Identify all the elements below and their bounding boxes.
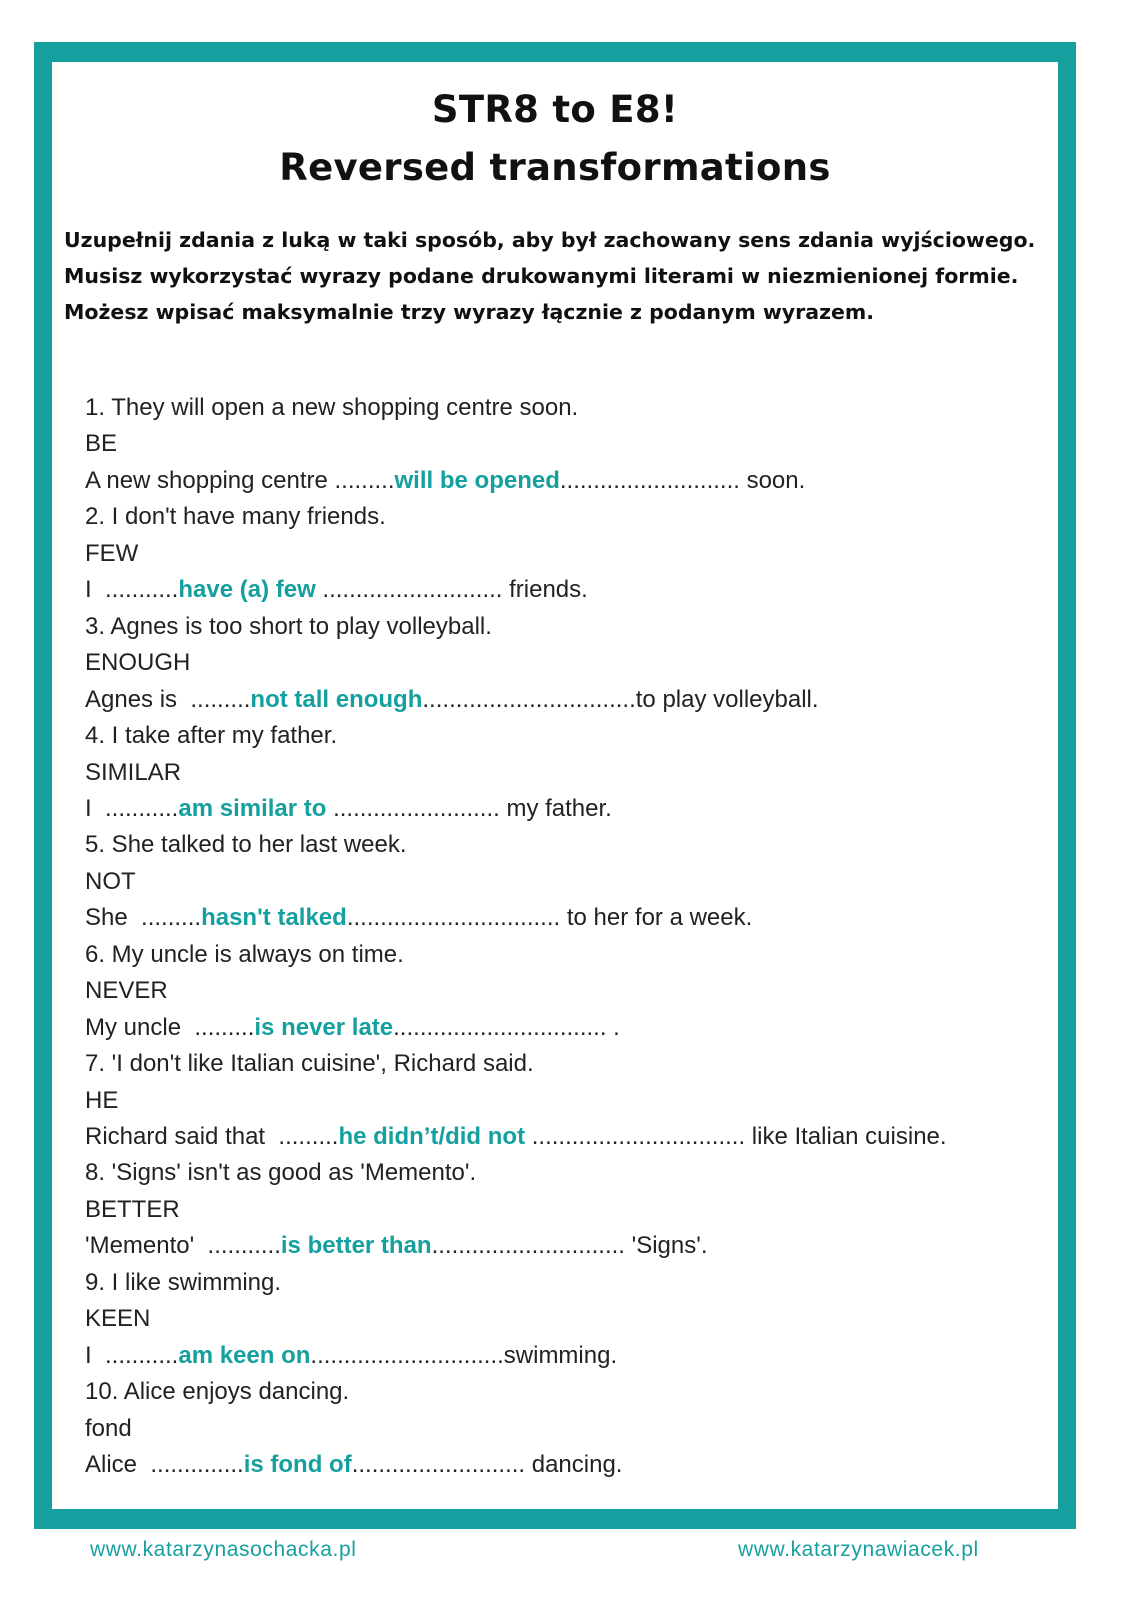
answer-text: am similar to (178, 794, 327, 822)
exercise-answer-line (85, 1122, 947, 1152)
exercise-answer-line (85, 1231, 708, 1261)
answer-prefix: She ......... (85, 904, 202, 932)
answer-suffix: ........................... soon. (559, 466, 806, 494)
exercise-sentence: 1. They will open a new shopping centre soon. (85, 394, 579, 421)
answer-prefix: Richard said that ......... (85, 1123, 339, 1150)
exercise-keyword: SIMILAR (85, 758, 182, 786)
title-line-2: Reversed transformations (279, 146, 831, 189)
exercise-sentence: 7. 'I don't like Italian cuisine', Richard said. (85, 1050, 534, 1078)
title-line-1: STR8 to E8! (431, 88, 679, 131)
answer-suffix: ................................to play volleyball. (422, 685, 819, 713)
exercise-keyword: NOT (85, 867, 136, 895)
exercise-sentence: 5. She talked to her last week. (85, 831, 407, 859)
exercise-answer-line (85, 903, 752, 933)
answer-prefix: 'Memento' ........... (85, 1232, 281, 1260)
answer-text: am keen on (178, 1341, 311, 1369)
exercise-answer-line (85, 794, 612, 824)
exercise-sentence: 6. My uncle is always on time. (85, 940, 404, 968)
answer-suffix: ................................ . (393, 1013, 620, 1041)
exercise-sentence: 10. Alice enjoys dancing. (85, 1378, 350, 1406)
footer-website-left[interactable]: www.katarzynasochacka.pl (90, 1538, 357, 1561)
exercise-sentence: 4. I take after my father. (85, 722, 338, 750)
answer-prefix: I ........... (85, 794, 179, 822)
exercise-answer-line (85, 575, 588, 605)
answer-prefix: Agnes is ......... (85, 685, 251, 713)
answer-text: have (a) few (178, 576, 316, 604)
answer-suffix: ............................. 'Signs'. (431, 1232, 708, 1260)
exercise-keyword: BE (85, 430, 118, 458)
instruction-line-3: Możesz wpisać maksymalnie trzy wyrazy łącznie z podanym wyrazem. (64, 300, 875, 324)
answer-suffix: ......................... my father. (326, 794, 612, 822)
exercise-keyword: fond (85, 1414, 132, 1442)
answer-prefix: I ........... (85, 1341, 179, 1369)
exercise-answer-line (85, 466, 805, 496)
answer-prefix: Alice .............. (85, 1451, 244, 1479)
answer-text: is never late (254, 1013, 394, 1041)
exercise-keyword: NEVER (85, 977, 168, 1005)
exercise-keyword: FEW (85, 539, 139, 567)
exercise-sentence: 8. 'Signs' isn't as good as 'Memento'. (85, 1159, 477, 1187)
exercise-answer-line (85, 685, 819, 715)
exercise-keyword: HE (85, 1086, 119, 1114)
answer-suffix: ................................ to her for a week. (346, 904, 753, 932)
exercise-keyword: ENOUGH (85, 649, 191, 677)
exercise-answer-line (85, 1450, 622, 1480)
exercise-answer-line (85, 1013, 620, 1043)
answer-text: hasn't talked (201, 904, 347, 932)
exercise-sentence: 2. I don't have many friends. (85, 503, 386, 531)
answer-prefix: My uncle ......... (85, 1013, 255, 1041)
answer-suffix: ................................ like Italian cuisine. (525, 1123, 947, 1150)
footer-website-right[interactable]: www.katarzynawiacek.pl (738, 1538, 979, 1561)
exercise-keyword: KEEN (85, 1305, 151, 1333)
exercise-answer-line (85, 1341, 617, 1371)
instruction-line-1: Uzupełnij zdania z luką w taki sposób, aby był zachowany sens zdania wyjściowego. (64, 228, 1036, 252)
answer-text: he didn’t/did not (338, 1123, 526, 1150)
instruction-line-2: Musisz wykorzystać wyrazy podane drukowanymi literami w niezmienionej formie. (64, 264, 1019, 288)
answer-prefix: A new shopping centre ......... (85, 466, 395, 494)
answer-text: is better than (280, 1232, 432, 1260)
exercise-keyword: BETTER (85, 1195, 180, 1223)
answer-prefix: I ........... (85, 576, 179, 604)
answer-text: is fond of (243, 1451, 352, 1479)
exercise-sentence: 9. I like swimming. (85, 1268, 282, 1296)
answer-suffix: .............................swimming. (310, 1341, 618, 1369)
exercise-sentence: 3. Agnes is too short to play volleyball. (85, 612, 492, 640)
answer-text: not tall enough (250, 685, 423, 713)
answer-suffix: .......................... dancing. (351, 1451, 623, 1479)
answer-text: will be opened (394, 466, 560, 494)
answer-suffix: ........................... friends. (315, 576, 588, 604)
